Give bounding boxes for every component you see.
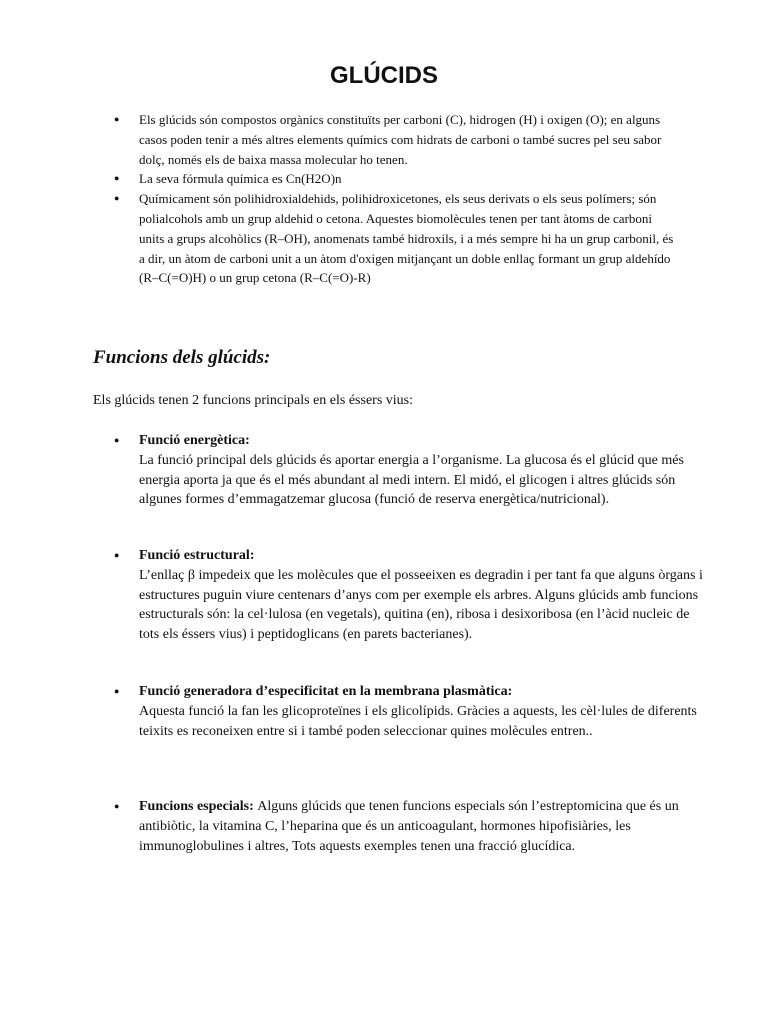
bullet-icon: ● — [114, 435, 120, 445]
intro-item-chemistry: ● Químicament són polihidroxialdehids, polihidroxicetones, els seus derivats o els seus polímers; són polialcohols amb un grup aldehid o cetona. Aquestes biomolècules tenen per tant àtoms de carboni units a grups alcohòlics (R–OH), anomenats també hidroxils, i a més sempre hi ha un grup carbonil, és a dir, un àtom de carboni unit a un àtom d'oxigen mitjançant un doble enllaç formant un grup aldehído (R–C(=O)H) o un grup cetona (R–C(=O)-R) — [114, 189, 679, 288]
function-item-structural — [114, 546, 704, 645]
section-title: Funcions dels glúcids: — [93, 347, 271, 368]
function-text: Alguns glúcids que tenen funcions especials són l’estreptomicina que és un antibiòtic, la vitamina C, l’heparina que és un anticoagulant, hormones hipofisiàries, les immunoglobulines i altres, Tots aquests exemples tenen una fracció glucídica. — [139, 799, 679, 854]
function-text: Aquesta funció la fan les glicoproteïnes i els glicolípids. Gràcies a aquests, les cèl·lules de diferents teixits es reconeixen entre si i també poden seleccionar quines molècules entren.. — [139, 703, 697, 739]
function-item-energetic — [114, 431, 704, 510]
page-title: GLÚCIDS — [330, 62, 438, 89]
function-text: L’enllaç β impedeix que les molècules que el posseeixen es degradin i per tant fa que alguns òrgans i estructures puguin viure centenars d’anys com per exemple els arbres. Alguns glúcids amb funcions estructurals són: la cel·lulosa (en vegetals), quitina (en), ribosa i desixoribosa (en l’àcid nucleic de tots els éssers vius) i peptidoglicans (en parets bacterianes). — [139, 567, 703, 643]
function-name: Funció generadora d’especificitat en la membrana plasmàtica: — [139, 684, 513, 699]
intro-item-formula: ● La seva fórmula química es Cn(H2O)n — [114, 169, 679, 189]
function-name: Funció estructural: — [139, 548, 255, 563]
intro-item-composition: ● Els glúcids són compostos orgànics constituïts per carboni (C), hidrogen (H) i oxigen (O); en alguns casos poden tenir a més altres elements químics com hidrats de carboni o també sucres pel seu sabor dolç, només els de baixa massa molecular ho tenen. — [114, 110, 679, 169]
function-name: Funcions especials: — [139, 799, 258, 814]
section-intro: Els glúcids tenen 2 funcions principals en els éssers vius: — [93, 393, 413, 408]
function-text: La funció principal dels glúcids és aportar energia a l’organisme. La glucosa és el glúcid que més energia aporta ja que és el més abundant al medi intern. El midó, el glicogen i altres glúcids són algunes formes d’emmagatzemar glucosa (funció de reserva energètica/nutricional). — [139, 452, 684, 508]
bullet-icon: ● — [114, 801, 120, 811]
bullet-icon: ● — [114, 686, 120, 696]
function-item-special — [114, 797, 704, 856]
intro-list — [114, 110, 679, 288]
function-name: Funció energètica: — [139, 433, 250, 448]
bullet-icon: ● — [114, 550, 120, 560]
function-item-specificity — [114, 682, 704, 741]
